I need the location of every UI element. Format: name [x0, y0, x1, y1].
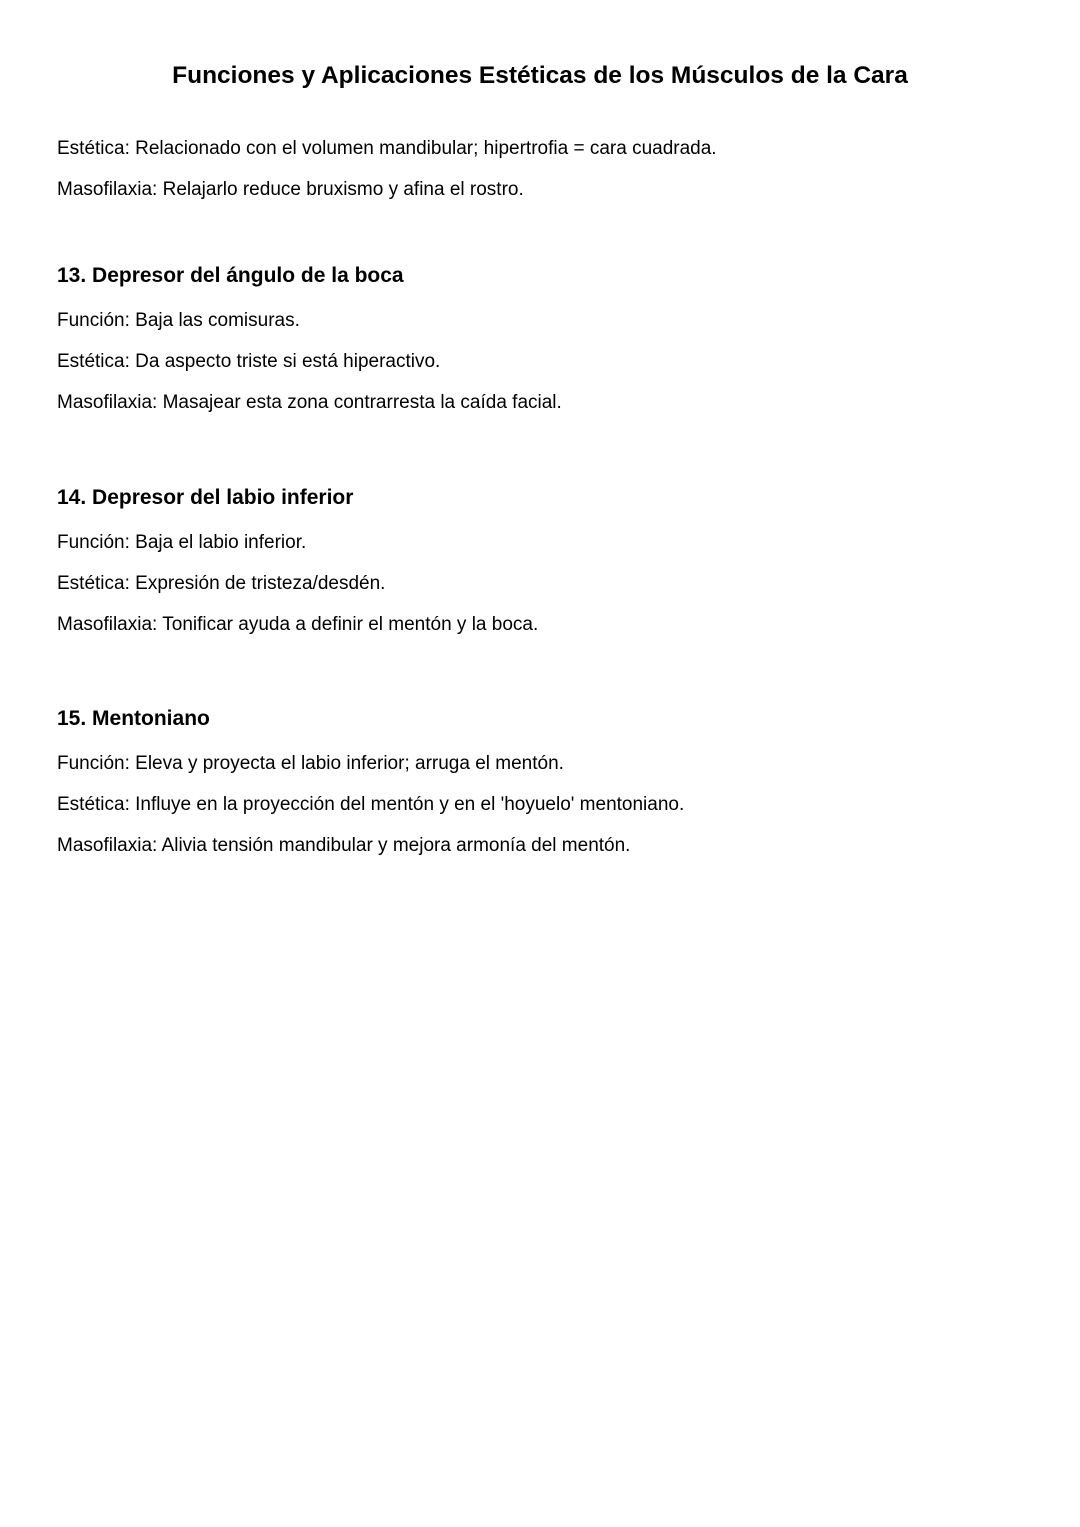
body-line: Masofilaxia: Masajear esta zona contrarresta la caída facial.	[57, 392, 562, 413]
body-line: Masofilaxia: Alivia tensión mandibular y mejora armonía del mentón.	[57, 835, 631, 856]
body-line: Estética: Influye en la proyección del mentón y en el 'hoyuelo' mentoniano.	[57, 794, 685, 815]
section-heading: 15. Mentoniano	[57, 707, 210, 730]
body-line: Estética: Da aspecto triste si está hiperactivo.	[57, 351, 441, 372]
body-line: Estética: Expresión de tristeza/desdén.	[57, 573, 386, 594]
body-line: Masofilaxia: Relajarlo reduce bruxismo y afina el rostro.	[57, 179, 524, 200]
intro-block	[57, 128, 1037, 210]
body-line: Función: Baja el labio inferior.	[57, 532, 307, 553]
section-15	[57, 704, 1037, 866]
page-title: Funciones y Aplicaciones Estéticas de los Músculos de la Cara	[172, 62, 908, 89]
section-heading: 13. Depresor del ángulo de la boca	[57, 264, 404, 287]
body-line: Masofilaxia: Tonificar ayuda a definir el mentón y la boca.	[57, 614, 539, 635]
body-line: Función: Baja las comisuras.	[57, 310, 300, 331]
section-heading: 14. Depresor del labio inferior	[57, 486, 354, 509]
section-13	[57, 261, 1037, 423]
body-line: Estética: Relacionado con el volumen mandibular; hipertrofia = cara cuadrada.	[57, 138, 717, 159]
section-14	[57, 483, 1037, 645]
body-line: Función: Eleva y proyecta el labio inferior; arruga el mentón.	[57, 753, 564, 774]
